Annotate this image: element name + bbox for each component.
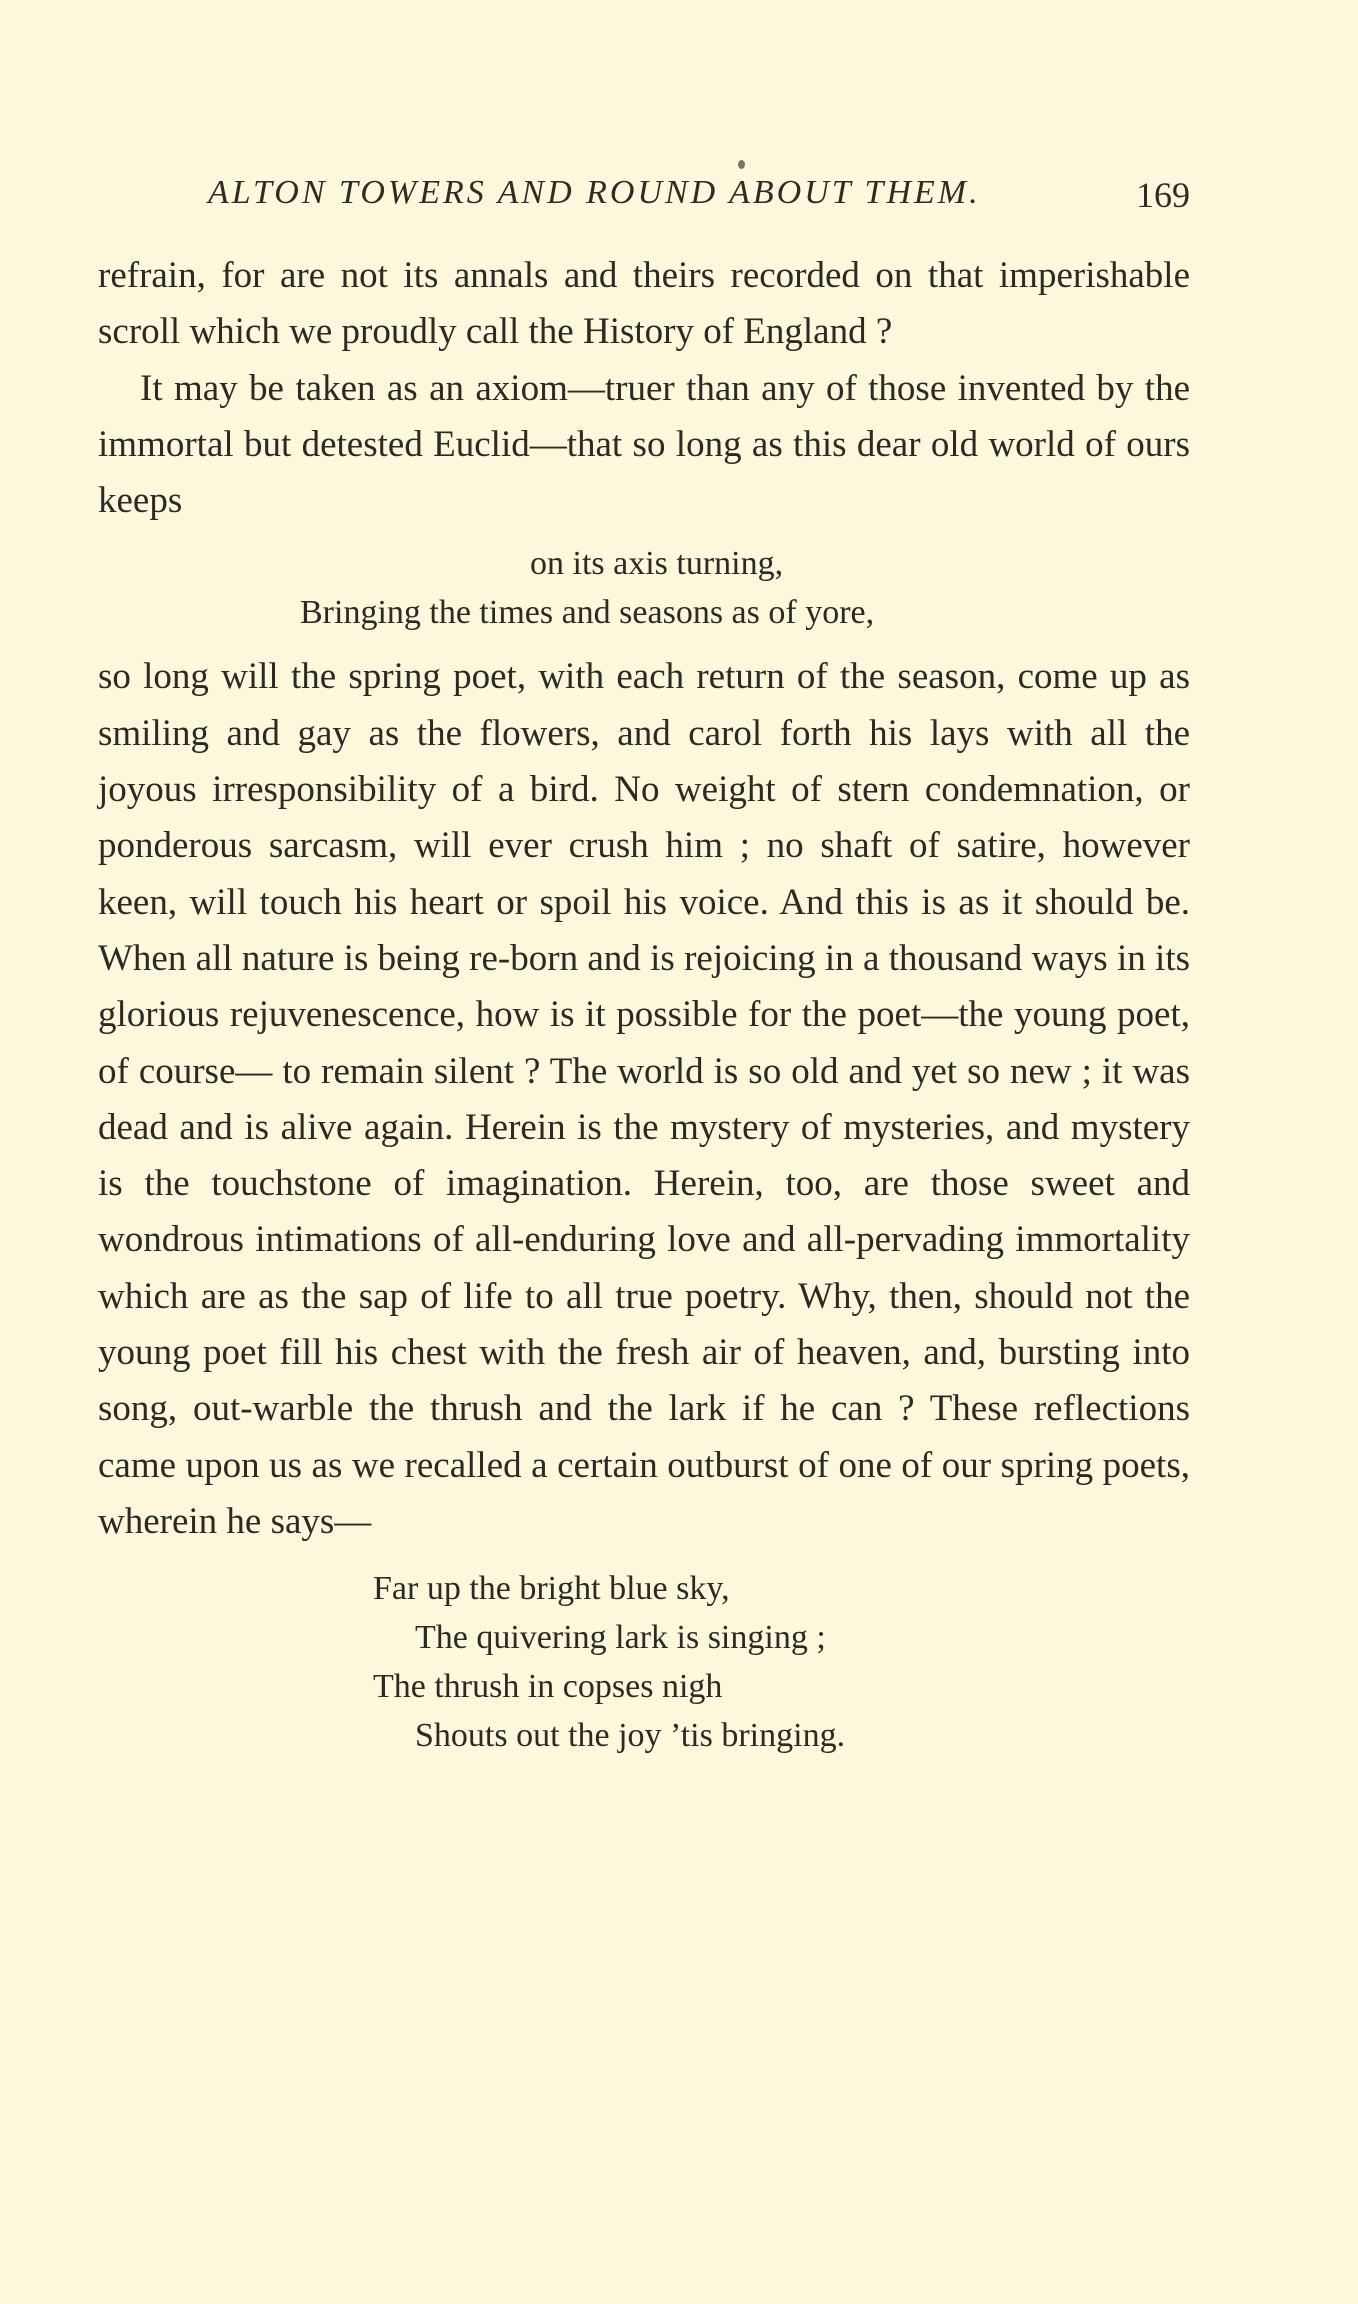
paragraph-axiom: It may be taken as an axiom—truer than any of those invented by the immortal but detested Euclid—that so long as this dear old world of ours keeps (98, 367, 1190, 522)
paragraph-continued: refrain, for are not its annals and theirs recorded on that imperishable scroll which we proudly call the History of England ? (98, 255, 1190, 353)
ink-dot (738, 160, 745, 169)
body-text (98, 248, 1190, 1760)
verse-line: Shouts out the joy ’tis bringing. (415, 1717, 846, 1755)
running-title: ALTON TOWERS AND ROUND ABOUT THEM. (208, 174, 981, 211)
page-header (98, 160, 1190, 220)
paragraph-spring-poet: so long will the spring poet, with each return of the season, come up as smiling and gay as the flowers, and carol forth his lays with all the joyous irresponsibility of a bird. No weight of stern condemnation, or ponderous sarcasm, will ever crush him ; no shaft of satire, however keen, will touch his heart or spoil his voice. And this is as it should be. When all nature is being re-born and is rejoicing in a thousand ways in its glorious rejuvenescence, how is it possible for the poet—the young poet, of course— to remain silent ? The world is so old and yet so new ; it was dead and is alive again. Herein is the mystery of mysteries, and mystery is the touchstone of imagination. Herein, too, are those sweet and wondrous intimations of all-enduring love and all-pervading immortality which are as the sap of life to all true poetry. Why, then, should not the young poet fill his chest with the fresh air of heaven, and, bursting into song, out-warble the thrush and the lark if he can ? These reflections came upon us as we recalled a certain outburst of one of our spring poets, wherein he says— (98, 656, 1190, 1542)
verse-line: The thrush in copses nigh (373, 1668, 723, 1706)
page-number: 169 (1136, 175, 1190, 215)
verse-line: on its axis turning, (530, 545, 784, 583)
verse-line: The quivering lark is singing ; (415, 1619, 826, 1657)
verse-quotation-2 (98, 1564, 1190, 1760)
verse-line: Far up the bright blue sky, (373, 1570, 730, 1608)
verse-quotation-1 (98, 539, 1190, 637)
verse-line: Bringing the times and seasons as of yore, (300, 594, 875, 632)
